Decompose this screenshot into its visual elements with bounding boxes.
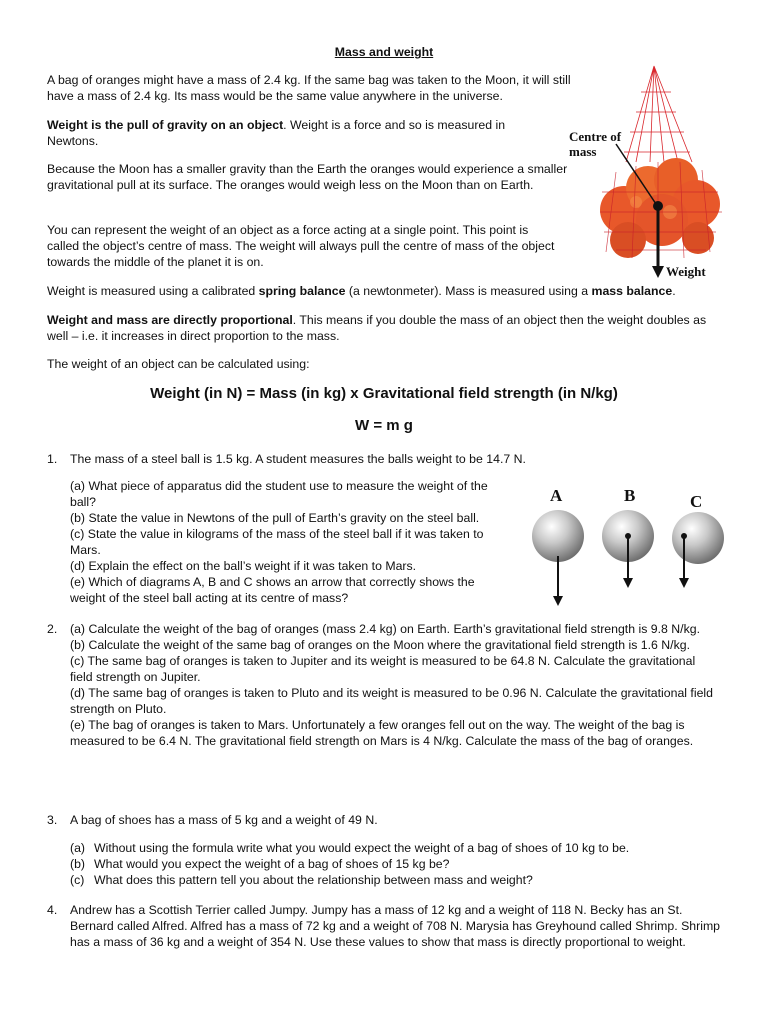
- part-c-text: What does this pattern tell you about the relationship between mass and weight?: [94, 873, 533, 887]
- question-1-part-d: (d) Explain the effect on the ball’s weight if it was taken to Mars.: [70, 559, 417, 573]
- ball-label-c: C: [690, 492, 703, 511]
- intro-paragraph-weight: [47, 117, 547, 149]
- question-1-part-e: (e) Which of diagrams A, B and C shows an arrow that correctly shows the weight of the steel ball acting at its centre of mass?: [70, 575, 475, 605]
- ball-b-arrow-head-icon: [623, 578, 633, 588]
- intro-paragraph-mass: A bag of oranges might have a mass of 2.4 kg. If the same bag was taken to the Moon, it will still have a mass of 2.4 kg. Its mass would be the same value anywhere in the universe.: [47, 73, 571, 103]
- weight-definition: Weight is the pull of gravity on an object: [47, 118, 284, 132]
- question-2-number: 2.: [47, 622, 58, 636]
- measurement-text-a: Weight is measured using a calibrated: [47, 284, 259, 298]
- question-2-part-a: (a) Calculate the weight of the bag of oranges (mass 2.4 kg) on Earth. Earth’s gravitational field strength is 9.8 N/kg.: [70, 622, 700, 636]
- question-3-part-b: [70, 856, 720, 872]
- intro-paragraph-proportional: [47, 312, 727, 344]
- intro-paragraph-calculate: The weight of an object can be calculated using:: [47, 357, 310, 371]
- question-3-part-c: [70, 872, 720, 888]
- ball-label-b: B: [624, 486, 636, 505]
- question-1-parts: [70, 478, 510, 606]
- ball-label-a: A: [550, 486, 563, 505]
- question-1-text: The mass of a steel ball is 1.5 kg. A student measures the balls weight to be 14.7 N.: [70, 452, 526, 466]
- question-2-part-b: (b) Calculate the weight of the same bag of oranges on the Moon where the gravitational field strength is 1.6 N/kg.: [70, 638, 690, 652]
- question-1-part-c: (c) State the value in kilograms of the mass of the steel ball if it was taken to Mars.: [70, 527, 484, 557]
- net-icon: [624, 66, 692, 162]
- question-4-text: Andrew has a Scottish Terrier called Jumpy. Jumpy has a mass of 12 kg and a weight of 118 N. Becky has an St. Bernard called Alfred. Alfred has a mass of 72 kg and a weight of 708 N. Marysia has Greyhound called Shrimp. Shrimp has a mass of 36 kg and a weight of 354 N. Use these values to show that mass is directly proportional to weight.: [70, 903, 721, 949]
- formula-words: Weight (in N) = Mass (in kg) x Gravitational field strength (in N/kg): [150, 385, 618, 402]
- weight-definition-rest: . Weight is a force and so is measured in Newtons.: [47, 118, 506, 148]
- label-weight: Weight: [666, 264, 706, 279]
- question-2-part-c: (c) The same bag of oranges is taken to Jupiter and its weight is measured to be 64.8 N. Calculate the gravitational field strength on Jupiter.: [70, 654, 696, 684]
- ball-c-icon: [672, 512, 724, 564]
- measurement-text-b: (a newtonmeter). Mass is measured using a: [345, 284, 592, 298]
- question-1-part-b: (b) State the value in Newtons of the pull of Earth’s gravity on the steel ball.: [70, 511, 480, 525]
- weight-arrow-head-icon: [652, 266, 664, 278]
- part-b-text: What would you expect the weight of a bag of shoes of 15 kg be?: [94, 857, 450, 871]
- label-centre-of-mass: Centre of mass: [569, 129, 622, 159]
- oranges-figure: [566, 62, 756, 292]
- question-3-text: A bag of shoes has a mass of 5 kg and a weight of 49 N.: [70, 813, 378, 827]
- proportional-rest: . This means if you double the mass of an object then the weight doubles as well – i.e. it increases in direct proportion to the mass.: [47, 313, 707, 343]
- question-4-number: 4.: [47, 903, 58, 917]
- question-1-number: 1.: [47, 452, 58, 466]
- question-2-part-e: (e) The bag of oranges is taken to Mars. Unfortunately a few oranges fell out on the way. The weight of the bag is measured to be 6.4 N. The gravitational field strength on Mars is 4 N/kg. Calculate the mass of the bag of oranges.: [70, 718, 694, 748]
- question-1-part-a: (a) What piece of apparatus did the student use to measure the weight of the ball?: [70, 479, 488, 509]
- ball-a-arrow-head-icon: [553, 596, 563, 606]
- page-title: Mass and weight: [334, 45, 434, 59]
- proportional-statement: Weight and mass are directly proportional: [47, 313, 293, 327]
- part-a-label: (a): [70, 841, 86, 855]
- question-2-part-d: (d) The same bag of oranges is taken to Pluto and its weight is measured to be 0.96 N. Calculate the gravitational field strength on Pluto.: [70, 686, 713, 716]
- question-3-number: 3.: [47, 813, 58, 827]
- ball-c-arrow-head-icon: [679, 578, 689, 588]
- mass-balance-term: mass balance: [591, 284, 673, 298]
- question-2-parts: [70, 621, 720, 749]
- intro-paragraph-centre-of-mass: You can represent the weight of an object as a force acting at a single point. This point is called the object’s centre of mass. The weight will always pull the centre of mass of the object towards the middle of the planet it is on.: [47, 223, 555, 269]
- question-3-parts: [70, 840, 720, 888]
- ball-a-icon: [532, 510, 584, 562]
- part-a-text: Without using the formula write what you would expect the weight of a bag of shoes of 10 kg to be.: [94, 841, 630, 855]
- part-b-label: (b): [70, 857, 86, 871]
- measurement-text-c: .: [672, 284, 676, 298]
- intro-paragraph-moon: Because the Moon has a smaller gravity than the Earth the oranges would experience a smaller gravitational pull at its surface. The oranges would weigh less on the Moon than on Earth.: [47, 162, 568, 192]
- balls-figure: [516, 486, 742, 610]
- formula-symbols: W = m g: [355, 417, 413, 434]
- oranges-bag-illustration: [566, 62, 756, 292]
- question-3-part-a: [70, 840, 720, 856]
- spring-balance-term: spring balance: [258, 284, 346, 298]
- part-c-label: (c): [70, 873, 85, 887]
